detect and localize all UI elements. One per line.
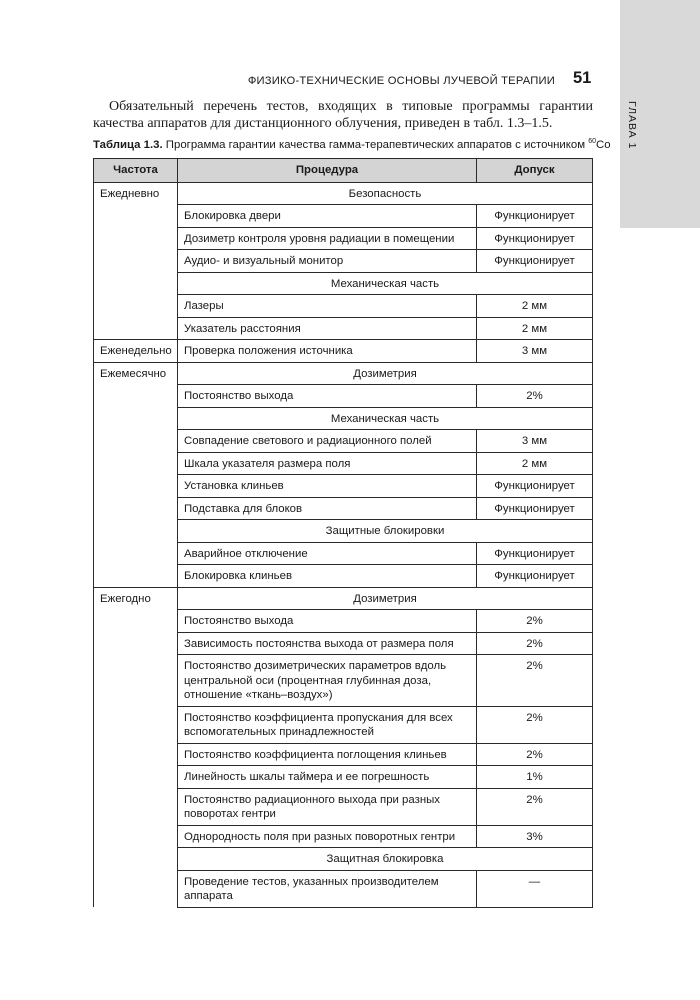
procedure-cell: Блокировка клиньев bbox=[178, 565, 477, 588]
table-row bbox=[94, 227, 593, 250]
tolerance-cell: Функционирует bbox=[477, 475, 593, 498]
frequency-cell bbox=[94, 227, 178, 250]
tolerance-cell: 3 мм bbox=[477, 430, 593, 453]
procedure-cell: Дозиметр контроля уровня радиации в помещении bbox=[178, 227, 477, 250]
frequency-cell bbox=[94, 475, 178, 498]
caption-label: Таблица 1.3. bbox=[93, 138, 163, 151]
tolerance-cell: 3% bbox=[477, 825, 593, 848]
qa-program-table bbox=[93, 158, 593, 908]
tolerance-cell: 2% bbox=[477, 610, 593, 633]
procedure-cell: Постоянство дозиметрических параметров вдоль центральной оси (процентная глубинная доза, отношение «ткань–воздух») bbox=[178, 655, 477, 707]
frequency-cell bbox=[94, 706, 178, 743]
chapter-label: ГЛАВА 1 bbox=[626, 101, 638, 150]
tolerance-cell: — bbox=[477, 870, 593, 907]
frequency-cell bbox=[94, 272, 178, 295]
procedure-cell: Однородность поля при разных поворотных гентри bbox=[178, 825, 477, 848]
procedure-cell: Лазеры bbox=[178, 295, 477, 318]
tolerance-cell: 2% bbox=[477, 655, 593, 707]
tolerance-cell: Функционирует bbox=[477, 497, 593, 520]
table-row bbox=[94, 295, 593, 318]
frequency-cell bbox=[94, 497, 178, 520]
tolerance-cell: 1% bbox=[477, 766, 593, 789]
procedure-cell: Подставка для блоков bbox=[178, 497, 477, 520]
table-caption bbox=[93, 138, 611, 151]
procedure-cell: Постоянство выхода bbox=[178, 610, 477, 633]
tolerance-cell: 2% bbox=[477, 788, 593, 825]
frequency-cell bbox=[94, 385, 178, 408]
frequency-cell bbox=[94, 542, 178, 565]
intro-paragraph: Обязательный перечень тестов, входящих в типовые программы гарантии качества аппаратов для дистанционного облучения, приведен в табл. 1.3–1.5. bbox=[93, 99, 593, 131]
table-row bbox=[94, 825, 593, 848]
isotope-mass: 60 bbox=[588, 138, 597, 145]
tolerance-cell: 2% bbox=[477, 743, 593, 766]
table-section-row bbox=[94, 848, 593, 871]
procedure-cell: Постоянство радиационного выхода при разных поворотах гентри bbox=[178, 788, 477, 825]
table-row bbox=[94, 870, 593, 907]
table-row bbox=[94, 452, 593, 475]
procedure-cell: Указатель расстояния bbox=[178, 317, 477, 340]
table-row bbox=[94, 430, 593, 453]
procedure-cell: Аварийное отключение bbox=[178, 542, 477, 565]
frequency-cell bbox=[94, 295, 178, 318]
table-row bbox=[94, 766, 593, 789]
tolerance-cell: 2% bbox=[477, 385, 593, 408]
table-row bbox=[94, 542, 593, 565]
table-row bbox=[94, 610, 593, 633]
tolerance-cell: Функционирует bbox=[477, 542, 593, 565]
procedure-cell: Совпадение светового и радиационного полей bbox=[178, 430, 477, 453]
tolerance-cell: 2% bbox=[477, 706, 593, 743]
frequency-cell bbox=[94, 430, 178, 453]
procedure-cell: Постоянство выхода bbox=[178, 385, 477, 408]
section-title-cell: Защитные блокировки bbox=[178, 520, 593, 543]
frequency-cell bbox=[94, 825, 178, 848]
table-section-row bbox=[94, 407, 593, 430]
frequency-cell bbox=[94, 565, 178, 588]
table-row bbox=[94, 565, 593, 588]
frequency-cell bbox=[94, 407, 178, 430]
tolerance-cell: 3 мм bbox=[477, 340, 593, 363]
tolerance-cell: 2 мм bbox=[477, 452, 593, 475]
table-row bbox=[94, 317, 593, 340]
header-frequency: Частота bbox=[94, 159, 178, 183]
table-row bbox=[94, 497, 593, 520]
table-header-row bbox=[94, 159, 593, 183]
tolerance-cell: Функционирует bbox=[477, 205, 593, 228]
frequency-cell bbox=[94, 317, 178, 340]
header-procedure: Процедура bbox=[178, 159, 477, 183]
table-row bbox=[94, 788, 593, 825]
table-row bbox=[94, 205, 593, 228]
frequency-cell: Ежедневно bbox=[94, 182, 178, 205]
section-title-cell: Защитная блокировка bbox=[178, 848, 593, 871]
table-row bbox=[94, 250, 593, 273]
frequency-cell bbox=[94, 632, 178, 655]
procedure-cell: Аудио- и визуальный монитор bbox=[178, 250, 477, 273]
table-section-row bbox=[94, 587, 593, 610]
frequency-cell bbox=[94, 870, 178, 907]
table-row bbox=[94, 655, 593, 707]
tolerance-cell: 2 мм bbox=[477, 295, 593, 318]
frequency-cell bbox=[94, 788, 178, 825]
section-title-cell: Дозиметрия bbox=[178, 362, 593, 385]
procedure-cell: Постоянство коэффициента поглощения клиньев bbox=[178, 743, 477, 766]
procedure-cell: Установка клиньев bbox=[178, 475, 477, 498]
frequency-cell bbox=[94, 766, 178, 789]
tolerance-cell: Функционирует bbox=[477, 250, 593, 273]
caption-text: Программа гарантии качества гамма-терапевтических аппаратов с источником bbox=[162, 138, 589, 151]
procedure-cell: Проведение тестов, указанных производителем аппарата bbox=[178, 870, 477, 907]
running-head: ФИЗИКО-ТЕХНИЧЕСКИЕ ОСНОВЫ ЛУЧЕВОЙ ТЕРАПИИ bbox=[247, 75, 555, 87]
table-row bbox=[94, 632, 593, 655]
section-title-cell: Дозиметрия bbox=[178, 587, 593, 610]
table-section-row bbox=[94, 362, 593, 385]
procedure-cell: Блокировка двери bbox=[178, 205, 477, 228]
frequency-cell bbox=[94, 205, 178, 228]
table-body bbox=[94, 182, 593, 907]
frequency-cell bbox=[94, 655, 178, 707]
frequency-cell: Ежегодно bbox=[94, 587, 178, 610]
tolerance-cell: 2 мм bbox=[477, 317, 593, 340]
frequency-cell bbox=[94, 250, 178, 273]
table-row bbox=[94, 340, 593, 363]
table-row bbox=[94, 743, 593, 766]
frequency-cell: Ежемесячно bbox=[94, 362, 178, 385]
procedure-cell: Линейность шкалы таймера и ее погрешность bbox=[178, 766, 477, 789]
header-tolerance: Допуск bbox=[477, 159, 593, 183]
procedure-cell: Зависимость постоянства выхода от размера поля bbox=[178, 632, 477, 655]
table-section-row bbox=[94, 520, 593, 543]
procedure-cell: Проверка положения источника bbox=[178, 340, 477, 363]
tolerance-cell: Функционирует bbox=[477, 565, 593, 588]
table-row bbox=[94, 475, 593, 498]
frequency-cell bbox=[94, 610, 178, 633]
frequency-cell bbox=[94, 743, 178, 766]
section-title-cell: Механическая часть bbox=[178, 272, 593, 295]
page-number: 51 bbox=[573, 69, 592, 87]
table-section-row bbox=[94, 272, 593, 295]
table-row bbox=[94, 385, 593, 408]
procedure-cell: Постоянство коэффициента пропускания для всех вспомогательных принадлежностей bbox=[178, 706, 477, 743]
frequency-cell: Еженедельно bbox=[94, 340, 178, 363]
tolerance-cell: Функционирует bbox=[477, 227, 593, 250]
section-title-cell: Механическая часть bbox=[178, 407, 593, 430]
section-title-cell: Безопасность bbox=[178, 182, 593, 205]
frequency-cell bbox=[94, 452, 178, 475]
frequency-cell bbox=[94, 848, 178, 871]
isotope-symbol: Co bbox=[596, 138, 611, 151]
tolerance-cell: 2% bbox=[477, 632, 593, 655]
procedure-cell: Шкала указателя размера поля bbox=[178, 452, 477, 475]
table-section-row bbox=[94, 182, 593, 205]
frequency-cell bbox=[94, 520, 178, 543]
table-row bbox=[94, 706, 593, 743]
